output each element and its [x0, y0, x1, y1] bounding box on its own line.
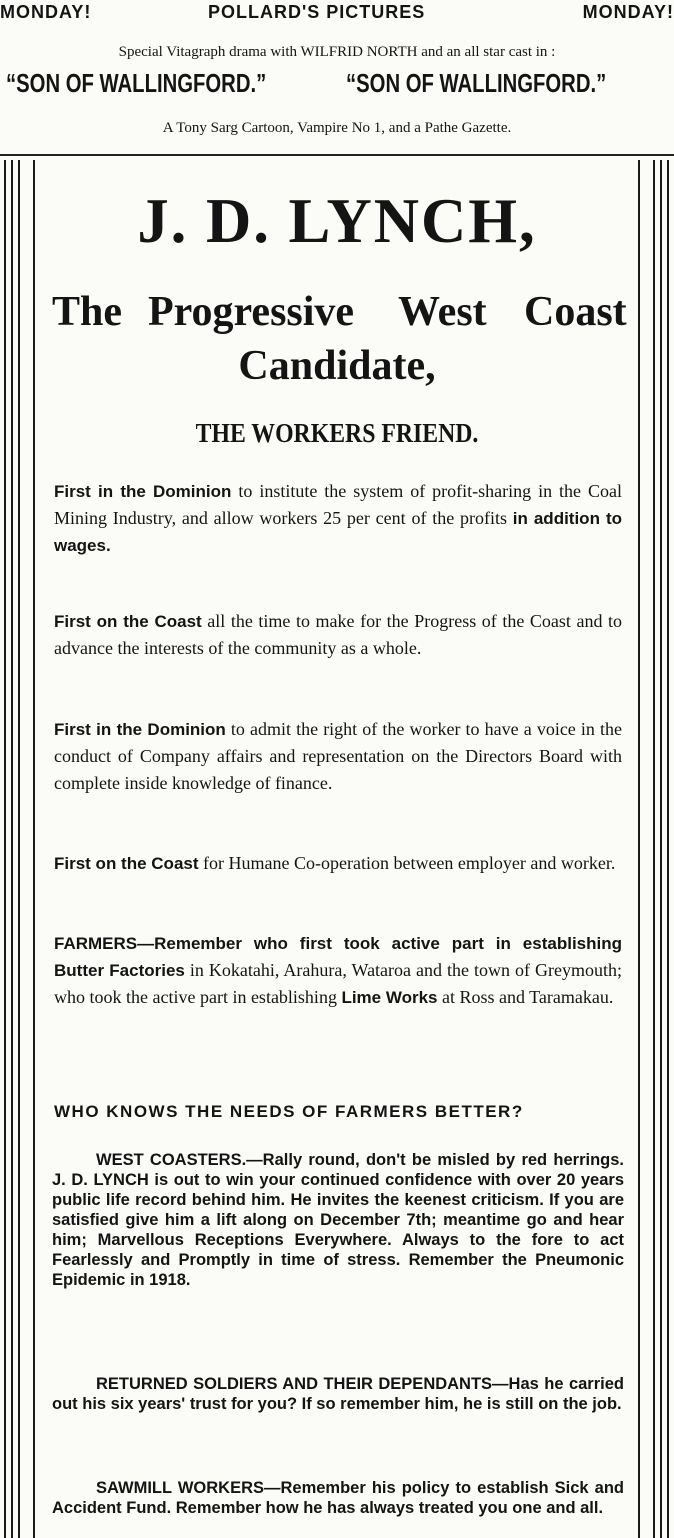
border-rule [33, 160, 35, 1538]
header-left: MONDAY! [0, 2, 92, 22]
border-rule [4, 160, 6, 1538]
subtitle-word: Coast [524, 289, 627, 335]
border-rule [653, 160, 655, 1538]
para-text: at Ross and Taramakau. [442, 987, 614, 1007]
paragraph-co-operation [54, 850, 622, 877]
border-rule [667, 160, 669, 1538]
para-lead: First in the Dominion [54, 482, 232, 501]
candidate-name: J. D. LYNCH, [137, 185, 537, 256]
tagline: THE WORKERS FRIEND. [195, 418, 479, 448]
para-lead: First in the Dominion [54, 720, 226, 739]
para-text: for Humane Co-operation between employer and worker. [203, 853, 616, 873]
para-text: to admit the right of the worker to have a voice in the conduct of Company affairs and representation on the Directors Board with complete inside knowledge of finance. [54, 719, 622, 793]
returned-soldiers-paragraph: RETURNED SOLDIERS AND THEIR DEPENDANTS—Has he carried out his six years' trust for you? If so remember him, he is still on the job. [52, 1375, 624, 1413]
film-title-right: “SON OF WALLINGFORD.” [346, 68, 607, 98]
para-lead: First on the Coast [54, 612, 202, 631]
west-coasters-paragraph: WEST COASTERS.—Rally round, don't be misled by red herrings. J. D. LYNCH is out to win your continued confidence with over 20 years public life record behind him. He invites the keenest criticism. If you are satisfied give him a lift along on December 7th; meantime go and hear him; Marvellous Receptions Everywhere. Always to the fore to act Fearlessly and Promptly in time of stress. Remember the Pneumonic Epidemic in 1918. [52, 1151, 624, 1289]
para-text: in Kokatahi, Arahura, Wataroa and the town of Greymouth; who took the active part in establishing [54, 960, 623, 1007]
para-lead: First on the Coast [54, 854, 199, 873]
para-emphasis: Lime Works [341, 988, 438, 1007]
para-lead: FARMERS—Remember who first took active part in establishing Butter Factories [54, 934, 622, 980]
para-emphasis: in addition to wages. [54, 509, 622, 555]
subtitle-word: Progressive [148, 289, 355, 335]
para-text: to institute the system of profit-sharing in the Coal Mining Industry, and allow workers 25 per cent of the profits [54, 481, 623, 528]
farmers-question: WHO KNOWS THE NEEDS OF FARMERS BETTER? [54, 1102, 524, 1121]
border-rule [11, 160, 13, 1538]
film-title-left: “SON OF WALLINGFORD.” [6, 68, 267, 98]
paragraph-farmers [54, 930, 622, 1011]
subtitle-line-2: Candidate, [238, 343, 436, 389]
subtitle-word: West [398, 289, 487, 335]
header-center: POLLARD'S PICTURES [208, 2, 426, 22]
paragraph-progress [54, 608, 622, 662]
border-rule [660, 160, 662, 1538]
cartoon-line: A Tony Sarg Cartoon, Vampire No 1, and a Pathe Gazette. [162, 120, 512, 136]
pollards-pictures-notice [0, 0, 674, 156]
border-rule [638, 160, 640, 1538]
vitagraph-line: Special Vitagraph drama with WILFRID NORTH and an all star cast in : [118, 44, 556, 60]
border-rule [18, 160, 20, 1538]
subtitle-word: The [52, 289, 123, 335]
para-text: all the time to make for the Progress of the Coast and to advance the interests of the community as a whole. [54, 611, 623, 658]
notice-header-row [0, 2, 674, 24]
sawmill-workers-paragraph: SAWMILL WORKERS—Remember his policy to establish Sick and Accident Fund. Remember how he has always treated you one and all. [52, 1479, 624, 1517]
paragraph-profit-sharing [54, 478, 622, 559]
section-divider [0, 154, 674, 156]
header-right: MONDAY! [582, 2, 674, 22]
lynch-advertisement [40, 160, 634, 1538]
paragraph-workers-voice [54, 716, 622, 797]
